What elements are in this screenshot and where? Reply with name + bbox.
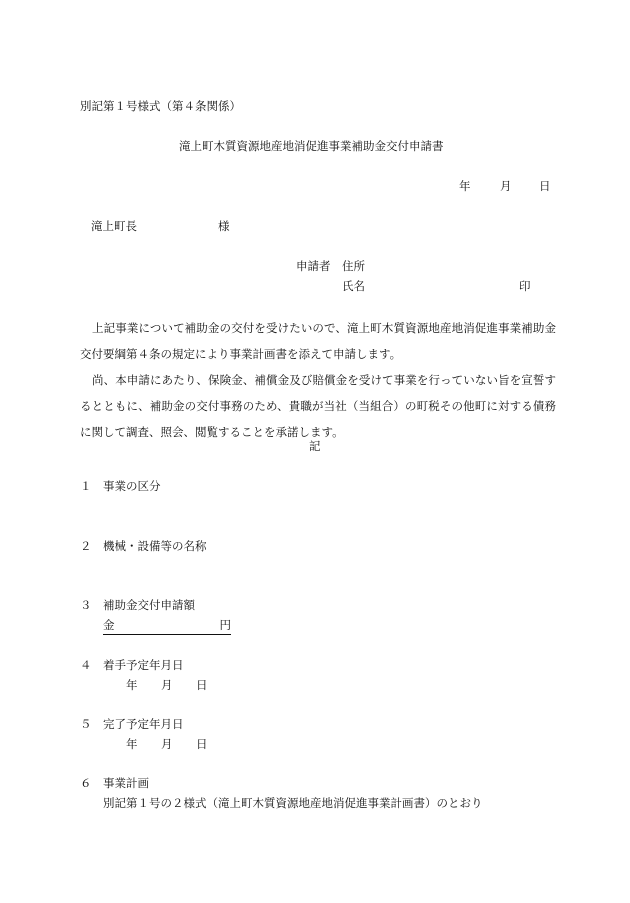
amount-prefix: 金: [103, 618, 115, 632]
item-number: １: [80, 479, 92, 493]
item-label-completion-date: 完了予定年月日: [103, 717, 184, 731]
document-title: 滝上町木質資源地産地消促進事業補助金交付申請書: [179, 139, 444, 153]
body-paragraph-1: 上記事業について補助金の交付を受けたいので、滝上町木質資源地産地消促進事業補助金交付要綱第４条の規定により事業計画書を添えて申請します。: [80, 321, 556, 361]
body-paragraph-2: 尚、本申請にあたり、保険金、補償金及び賠償金を受けて事業を行っていない旨を宣誓するとともに、補助金の交付事務のため、貴職が当社（当組合）の町税その他町に対する債務に関して調査、照会、閲覧することを承諾します。: [80, 373, 556, 439]
amount-suffix: 円: [219, 618, 231, 632]
applicant-name-label: 氏名: [342, 279, 365, 293]
form-reference: 別記第１号様式（第４条関係）: [80, 99, 241, 113]
item-label-business-category: 事業の区分: [103, 479, 161, 493]
business-plan-detail: 別記第１号の２様式（滝上町木質資源地産地消促進事業計画書）のとおり: [103, 796, 483, 810]
completion-date-day: 日: [196, 737, 208, 751]
item-number: ３: [80, 598, 92, 612]
addressee-name: 滝上町長: [91, 219, 137, 233]
item-label-subsidy-amount: 補助金交付申請額: [103, 598, 195, 612]
item-label-start-date: 着手予定年月日: [103, 658, 184, 672]
item-number: ２: [80, 539, 92, 553]
item-label-business-plan: 事業計画: [103, 776, 149, 790]
completion-date-year: 年: [126, 737, 138, 751]
date-month-label: 月: [500, 179, 512, 193]
completion-date-month: 月: [161, 737, 173, 751]
start-date-day: 日: [196, 678, 208, 692]
subsidy-amount-field: [103, 620, 231, 635]
addressee-honorific: 様: [218, 219, 230, 233]
applicant-label: 申請者: [296, 259, 331, 273]
item-number: ６: [80, 776, 92, 790]
item-label-equipment-name: 機械・設備等の名称: [103, 539, 207, 553]
date-day-label: 日: [539, 179, 551, 193]
item-number: ５: [80, 717, 92, 731]
applicant-address-label: 住所: [342, 259, 365, 273]
start-date-year: 年: [126, 678, 138, 692]
item-number: ４: [80, 658, 92, 672]
ki-heading: 記: [309, 439, 321, 453]
applicant-seal: 印: [519, 279, 531, 293]
date-year-label: 年: [459, 179, 471, 193]
start-date-month: 月: [161, 678, 173, 692]
